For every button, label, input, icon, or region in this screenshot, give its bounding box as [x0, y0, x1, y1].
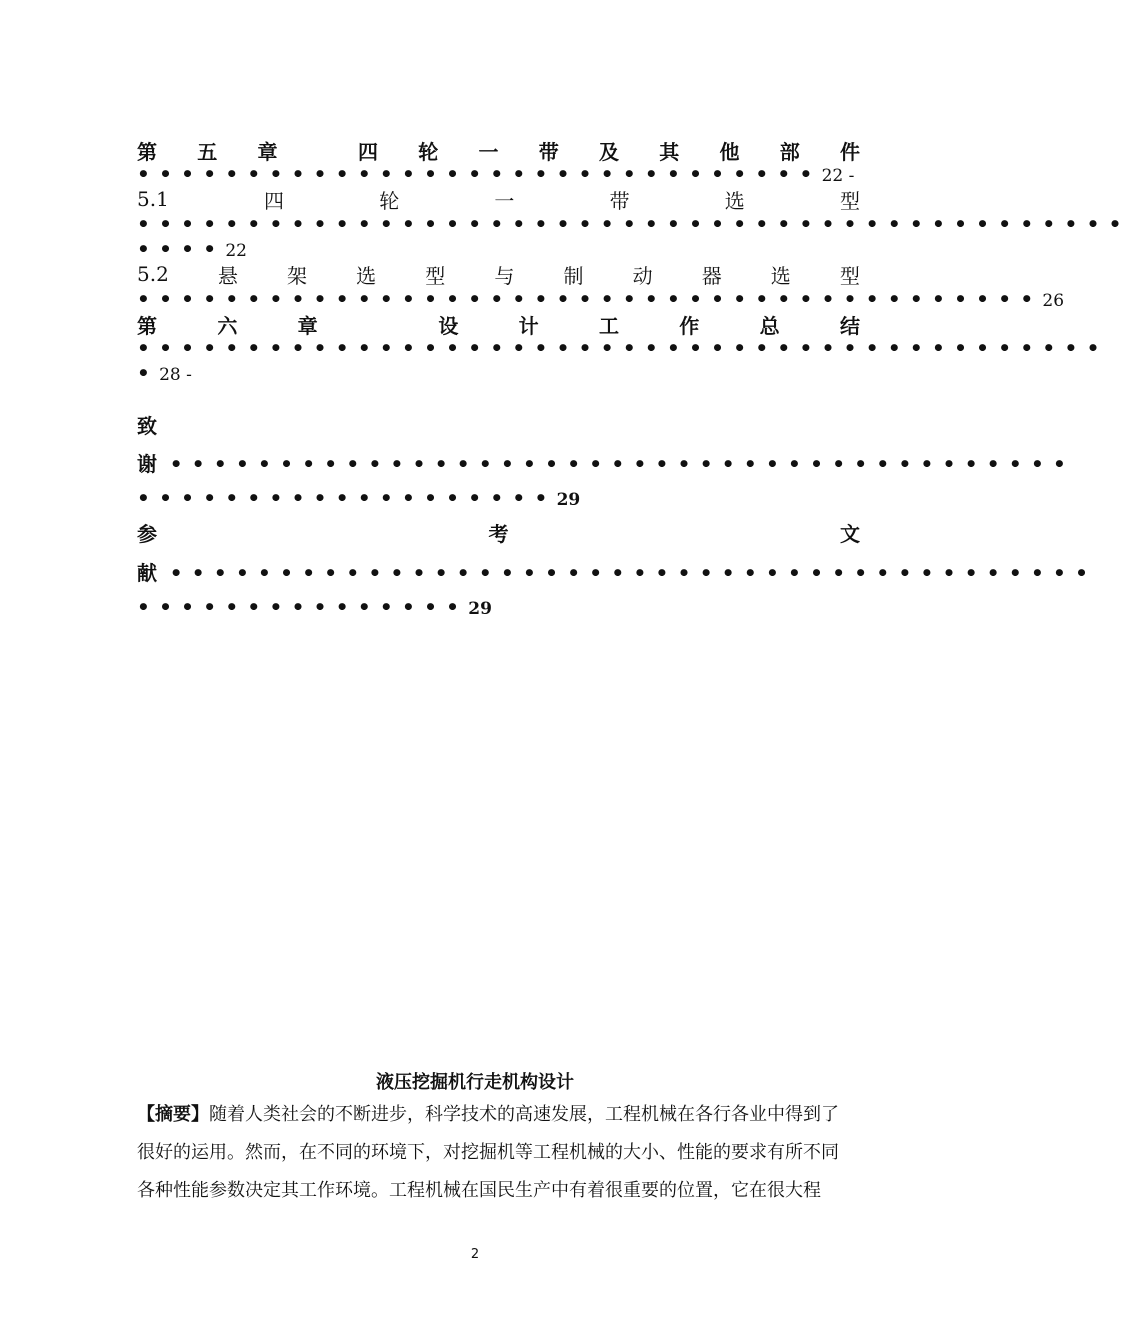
toc-section-5-2-leader — [137, 287, 1065, 311]
toc-page-number: 26 — [1042, 291, 1065, 311]
toc-char: 器 — [701, 263, 722, 288]
toc-char: 计 — [518, 313, 539, 338]
toc-char: 章 — [257, 139, 278, 164]
toc-chapter6-leader-cont — [137, 361, 867, 385]
toc-char: 六 — [217, 313, 238, 338]
page-number: 2 — [470, 1247, 480, 1262]
toc-chapter6-title[interactable] — [137, 311, 860, 337]
toc-char: 带 — [538, 139, 559, 164]
toc-char: 参 — [137, 521, 157, 546]
toc-char: 设 — [438, 313, 459, 338]
toc-char: 一 — [478, 139, 499, 164]
toc-char: 选 — [724, 188, 745, 213]
toc-page-number: 22 — [225, 241, 247, 261]
toc-char: 轮 — [418, 139, 439, 164]
toc-char: 其 — [659, 139, 680, 164]
abstract-text: 随着人类社会的不断进步，科学技术的高速发展，工程机械在各行各业中得到了 — [209, 1104, 839, 1125]
toc-dots: ••••••••••••••• — [137, 595, 469, 619]
toc-char: 作 — [679, 313, 700, 338]
abstract-line — [137, 1096, 860, 1134]
toc-ack-char2: 谢 — [137, 452, 157, 476]
toc-char: 四 — [264, 188, 284, 213]
toc-dots: ••••••••••••••••••••••••••••••• — [137, 162, 822, 186]
abstract-line: 很好的运用。然而，在不同的环境下，对挖掘机等工程机械的大小、性能的要求有所不同 — [137, 1142, 839, 1163]
abstract-line: 各种性能参数决定其工作环境。工程机械在国民生产中有着很重要的位置，它在很大程 — [137, 1180, 821, 1201]
toc-char: 部 — [779, 139, 800, 164]
toc-dots: •••• — [137, 237, 226, 261]
toc-section-5-1-title[interactable] — [137, 186, 860, 212]
toc-ack-char1[interactable]: 致 — [137, 414, 157, 438]
toc-dots: ••••••••••••••••••• — [137, 486, 557, 510]
toc-char: 及 — [599, 139, 619, 164]
toc-char: 型 — [839, 263, 860, 288]
toc-char: 悬 — [217, 263, 238, 288]
toc-char: 制 — [563, 263, 584, 288]
toc-chapter5-title[interactable] — [137, 137, 860, 163]
toc-references-title[interactable] — [137, 519, 860, 545]
toc-char: 考 — [488, 521, 509, 546]
toc-char: 工 — [598, 313, 619, 338]
toc-ref-char2: 献 — [137, 561, 157, 585]
toc-section-5-1-leader — [137, 212, 1131, 236]
toc-char: 轮 — [379, 188, 400, 213]
toc-dots: ••••••••••••••••••••••••••••••••••••••••••••• — [137, 212, 1131, 236]
toc-dots: • — [137, 361, 160, 385]
toc-references-line[interactable] — [137, 557, 1098, 585]
toc-ack-line[interactable] — [137, 448, 1076, 476]
toc-char: 五 — [197, 139, 218, 164]
toc-char: 选 — [356, 263, 377, 288]
toc-char: 他 — [719, 139, 740, 164]
toc-char: 带 — [609, 188, 630, 213]
toc-char: 型 — [839, 188, 860, 213]
toc-char: 型 — [425, 263, 446, 288]
toc-page-number: 28 - — [159, 365, 192, 385]
toc-section-5-1-leader-cont — [137, 237, 867, 261]
toc-dots: •••••••••••••••••••••••••••••••••••••••••• — [169, 561, 1098, 585]
toc-char: 总 — [759, 313, 780, 338]
toc-char: 第 — [137, 139, 157, 164]
toc-page-number: 22 - — [821, 166, 855, 186]
toc-char: 与 — [494, 263, 515, 288]
toc-char: 结 — [839, 313, 860, 338]
toc-chapter5-leader — [137, 162, 867, 186]
toc-char: 四 — [358, 139, 378, 164]
toc-char: 架 — [287, 263, 308, 288]
toc-section-5-2-title[interactable] — [137, 261, 860, 287]
abstract-label: 【摘要】 — [137, 1104, 209, 1125]
toc-references-leader-cont — [137, 595, 867, 619]
toc-char: 选 — [770, 263, 791, 288]
toc-dots: •••••••••••••••••••••••••••••••••••••••••••• — [137, 336, 1109, 360]
toc-char: 文 — [840, 521, 860, 546]
toc-char: 第 — [137, 313, 157, 338]
abstract-title: 液压挖掘机行走机构设计 — [376, 1072, 574, 1093]
toc-char: 件 — [840, 139, 860, 164]
toc-dots: ••••••••••••••••••••••••••••••••••••••••• — [137, 287, 1043, 311]
toc-dots: ••••••••••••••••••••••••••••••••••••••••• — [169, 452, 1076, 476]
toc-char: 5.2 — [137, 262, 169, 286]
toc-page-number: 29 — [468, 599, 492, 619]
toc-char: 一 — [494, 188, 515, 213]
toc-char: 5.1 — [137, 187, 169, 211]
toc-char: 动 — [632, 263, 653, 288]
toc-chapter6-leader — [137, 336, 1109, 360]
toc-ack-leader-cont — [137, 486, 867, 510]
toc-char: 章 — [297, 313, 318, 338]
toc-page-number: 29 — [556, 490, 581, 510]
abstract-paragraph — [137, 1096, 860, 1210]
